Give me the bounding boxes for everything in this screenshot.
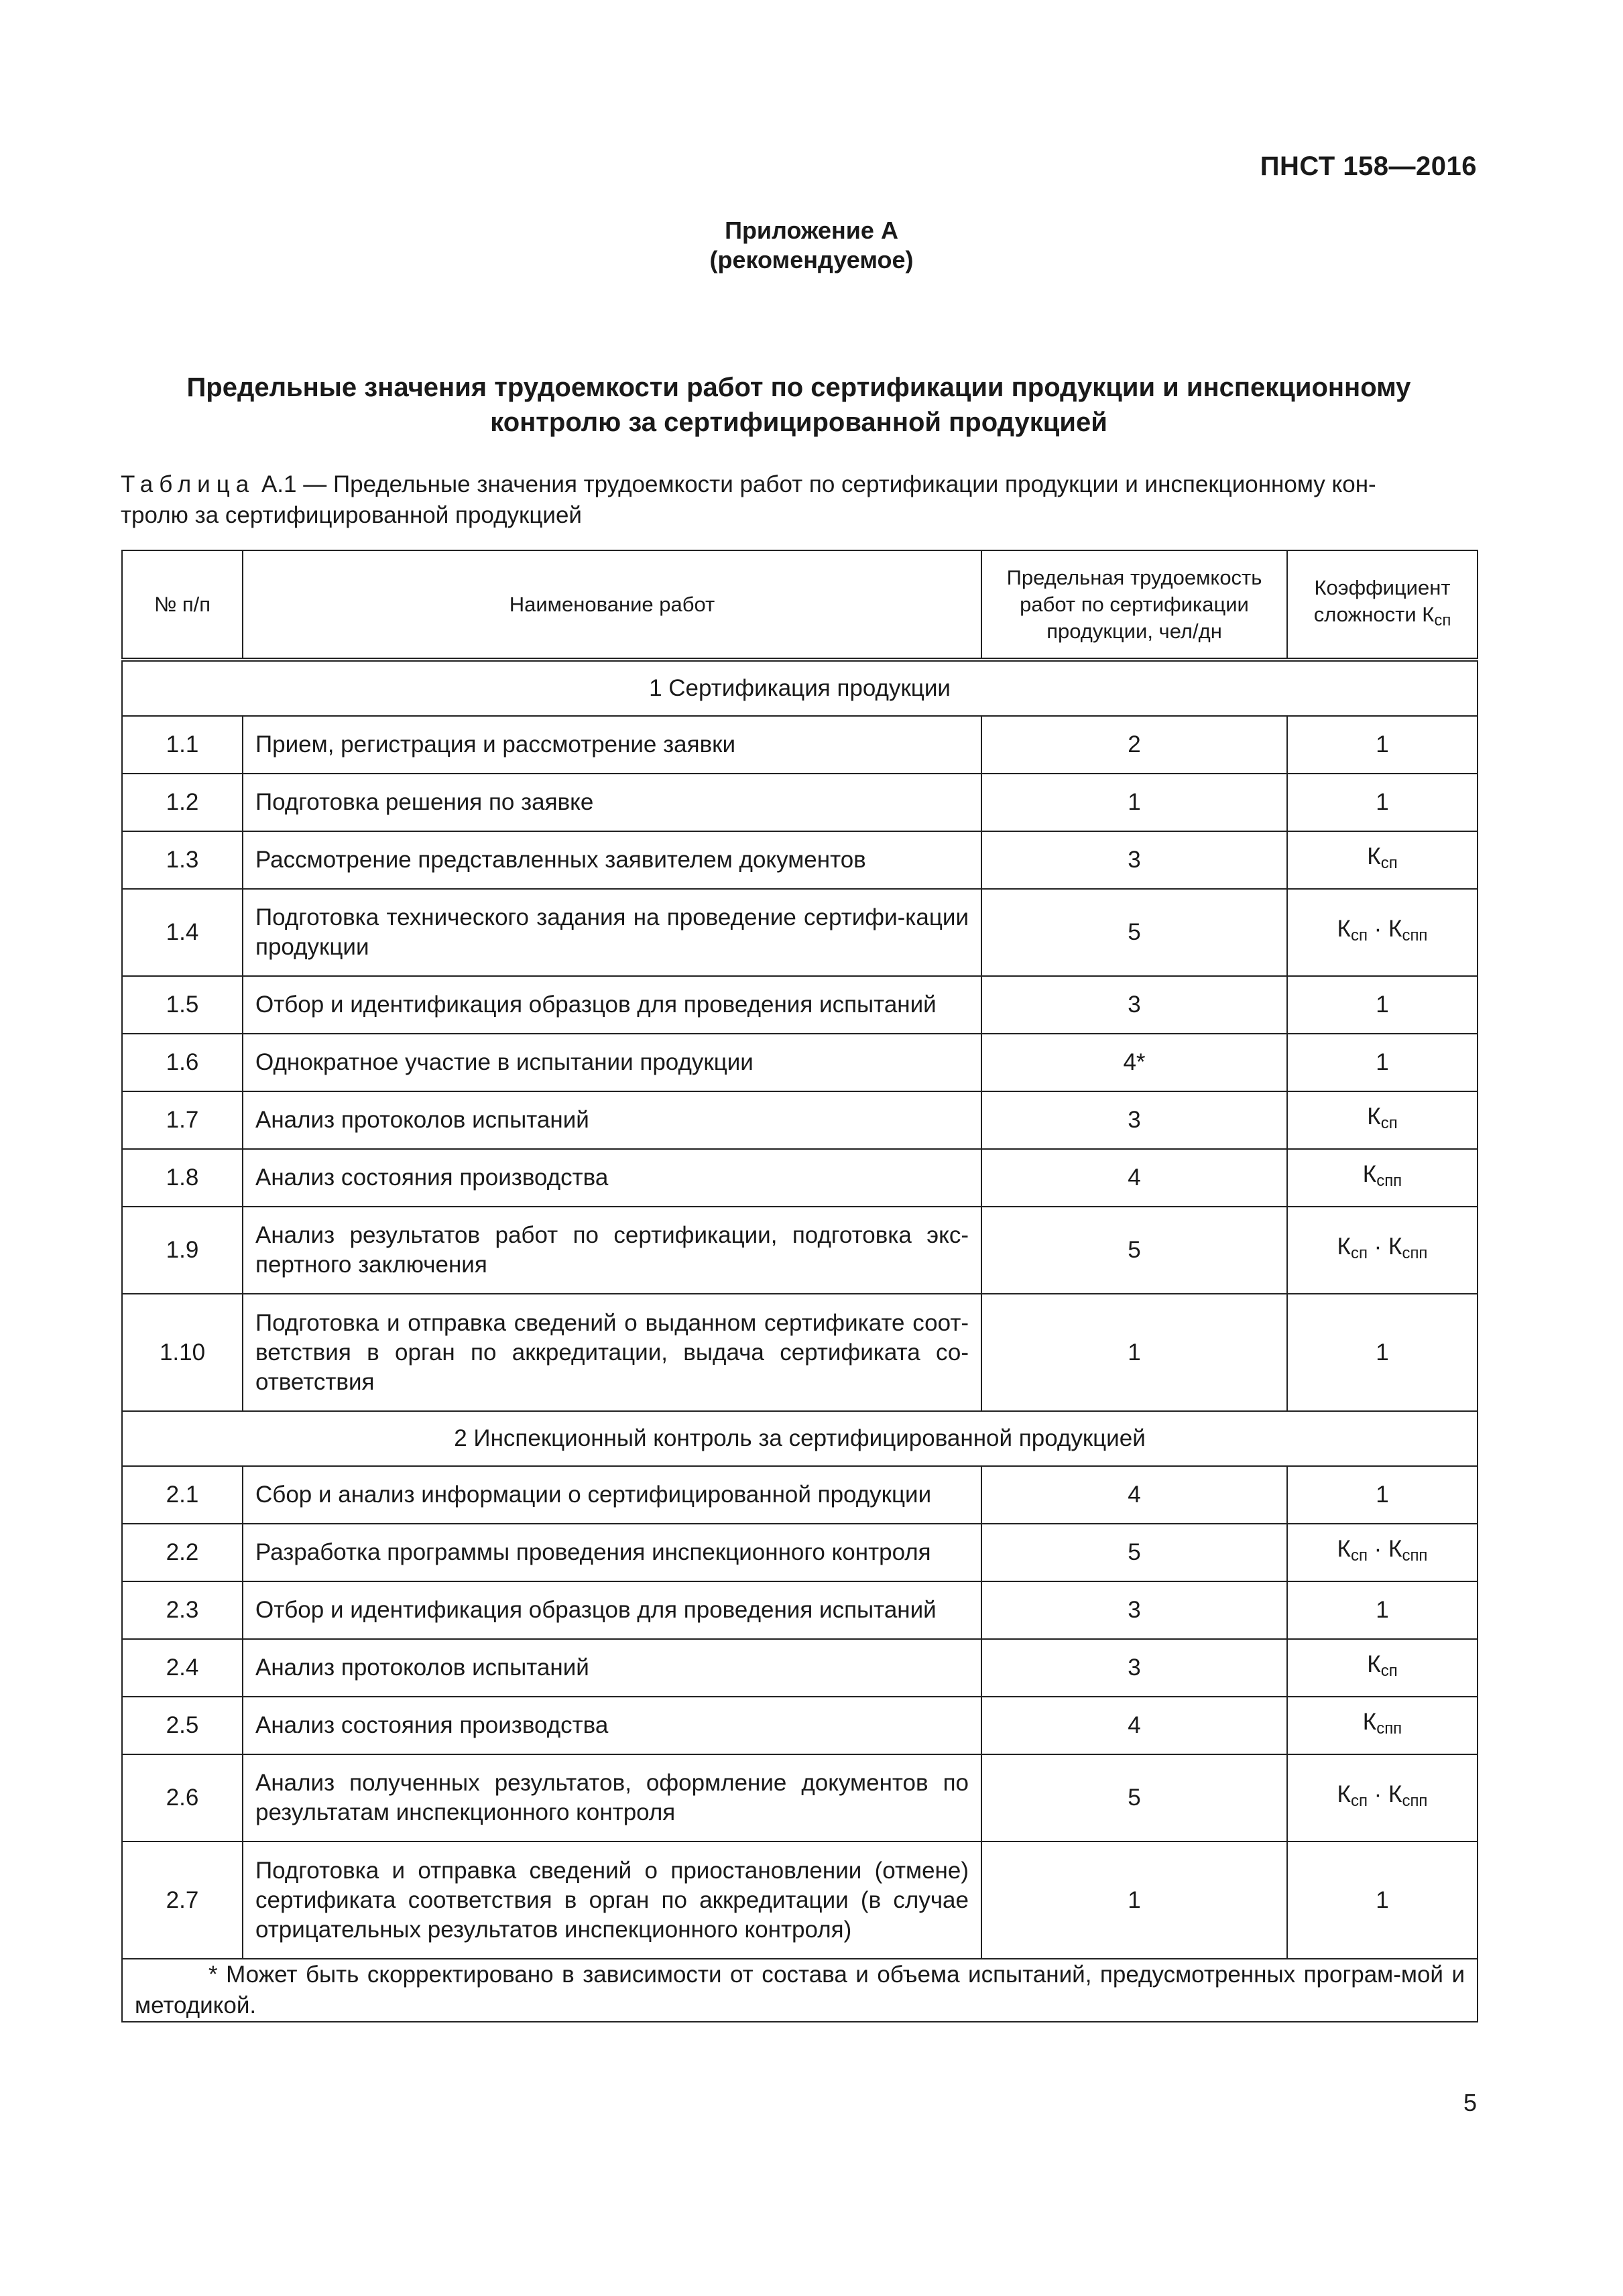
labor-value: 4* <box>981 1034 1287 1091</box>
labor-value: 2 <box>981 716 1287 774</box>
labor-value: 3 <box>981 1091 1287 1149</box>
annex-heading <box>0 216 1623 275</box>
coef-cell <box>1287 1091 1478 1149</box>
coef-subscript-2: спп <box>1402 926 1428 945</box>
work-name: Подготовка технического задания на проведение сертифи-кации продукции <box>243 889 981 976</box>
coef-subscript: сп <box>1380 854 1398 872</box>
caption-line-1: А.1 — Предельные значения трудоемкости работ по сертификации продукции и инспекционному кон- <box>255 471 1376 497</box>
coef-cell: 1 <box>1287 1466 1478 1524</box>
work-name: Разработка программы проведения инспекционного контроля <box>243 1524 981 1581</box>
footnote-text: * Может быть скорректировано в зависимости от состава и объема испытаний, предусмотренных програм-мой и методикой. <box>135 1961 1465 2018</box>
annex-subtitle: (рекомендуемое) <box>709 246 914 274</box>
work-name: Анализ протоколов испытаний <box>243 1091 981 1149</box>
coef-subscript: сп <box>1350 1244 1368 1262</box>
labor-value: 4 <box>981 1149 1287 1207</box>
coef-k: К <box>1367 1103 1381 1130</box>
coef-subscript: сп <box>1350 926 1368 945</box>
labor-value: 5 <box>981 1207 1287 1294</box>
coef-k2: · К <box>1367 1781 1402 1807</box>
coef-cell <box>1287 831 1478 889</box>
annex-title: Приложение А <box>725 217 898 244</box>
header-coef-sub: сп <box>1434 611 1451 629</box>
labor-table <box>121 550 1478 2022</box>
header-coef-line-1: Коэффициент <box>1314 576 1451 599</box>
coef-subscript: спп <box>1376 1719 1402 1738</box>
coef-k: К <box>1367 843 1381 869</box>
coef-cell <box>1287 1524 1478 1581</box>
work-name: Анализ результатов работ по сертификации, подготовка экс-пертного заключения <box>243 1207 981 1294</box>
labor-value: 1 <box>981 1294 1287 1411</box>
labor-value: 5 <box>981 1754 1287 1841</box>
work-name: Рассмотрение представленных заявителем документов <box>243 831 981 889</box>
table-row <box>122 1581 1478 1639</box>
coef-cell: 1 <box>1287 1581 1478 1639</box>
caption-line-2: тролю за сертифицированной продукцией <box>121 502 582 528</box>
coef-cell: 1 <box>1287 1294 1478 1411</box>
row-number: 2.1 <box>122 1466 243 1524</box>
title-line-2: контролю за сертифицированной продукцией <box>490 408 1107 437</box>
coef-k2: · К <box>1367 1536 1402 1562</box>
table-row <box>122 1091 1478 1149</box>
header-labor-line-1: Предельная трудоемкость <box>1006 565 1262 589</box>
work-name: Подготовка и отправка сведений о приостановлении (отмене) сертификата соответствия в орган по аккредитации (в случае отрицательных результатов инспекционного контроля) <box>243 1841 981 1959</box>
coef-cell <box>1287 1149 1478 1207</box>
row-number: 1.7 <box>122 1091 243 1149</box>
coef-k: К <box>1337 916 1351 942</box>
row-number: 1.1 <box>122 716 243 774</box>
section-title-2: 2 Инспекционный контроль за сертифицированной продукцией <box>122 1411 1478 1466</box>
labor-value: 4 <box>981 1466 1287 1524</box>
coef-k2: · К <box>1367 1233 1402 1260</box>
coef-cell: 1 <box>1287 1841 1478 1959</box>
coef-subscript: сп <box>1380 1114 1398 1132</box>
table-row <box>122 716 1478 774</box>
row-number: 1.2 <box>122 774 243 831</box>
coef-subscript: сп <box>1350 1547 1368 1565</box>
table-row <box>122 1034 1478 1091</box>
work-name: Анализ состояния производства <box>243 1697 981 1754</box>
coef-subscript: спп <box>1376 1172 1402 1190</box>
work-name: Сбор и анализ информации о сертифицированной продукции <box>243 1466 981 1524</box>
labor-value: 3 <box>981 1581 1287 1639</box>
coef-subscript-2: спп <box>1402 1792 1428 1810</box>
coef-k: К <box>1337 1233 1351 1260</box>
work-name: Подготовка и отправка сведений о выданном сертификате соот-ветствия в орган по аккредитации, выдача сертификата со-ответствия <box>243 1294 981 1411</box>
table-row <box>122 1754 1478 1841</box>
coef-cell: 1 <box>1287 1034 1478 1091</box>
coef-cell <box>1287 889 1478 976</box>
table-row <box>122 1841 1478 1959</box>
table-header-row <box>122 550 1478 660</box>
row-number: 2.5 <box>122 1697 243 1754</box>
section-row-2 <box>122 1411 1478 1466</box>
work-name: Отбор и идентификация образцов для проведения испытаний <box>243 976 981 1034</box>
coef-k: К <box>1362 1709 1377 1735</box>
header-name: Наименование работ <box>243 550 981 660</box>
coef-cell <box>1287 1754 1478 1841</box>
document-title <box>121 370 1477 440</box>
row-number: 2.2 <box>122 1524 243 1581</box>
coef-cell <box>1287 1207 1478 1294</box>
coef-k: К <box>1367 1651 1381 1677</box>
labor-value: 5 <box>981 889 1287 976</box>
table-row <box>122 1294 1478 1411</box>
coef-cell: 1 <box>1287 976 1478 1034</box>
row-number: 1.6 <box>122 1034 243 1091</box>
labor-value: 4 <box>981 1697 1287 1754</box>
row-number: 1.3 <box>122 831 243 889</box>
section-title-1: 1 Сертификация продукции <box>122 660 1478 716</box>
work-name: Отбор и идентификация образцов для проведения испытаний <box>243 1581 981 1639</box>
work-name: Анализ полученных результатов, оформление документов по результатам инспекционного контроля <box>243 1754 981 1841</box>
header-coef <box>1287 550 1478 660</box>
row-number: 1.5 <box>122 976 243 1034</box>
title-line-1: Предельные значения трудоемкости работ по сертификации продукции и инспекционному <box>186 373 1411 402</box>
table-row <box>122 774 1478 831</box>
table-row <box>122 1207 1478 1294</box>
coef-k: К <box>1337 1536 1351 1562</box>
header-num: № п/п <box>122 550 243 660</box>
header-labor <box>981 550 1287 660</box>
row-number: 1.9 <box>122 1207 243 1294</box>
coef-subscript-2: спп <box>1402 1244 1428 1262</box>
work-name: Анализ состояния производства <box>243 1149 981 1207</box>
row-number: 1.10 <box>122 1294 243 1411</box>
header-labor-line-2: работ по сертификации <box>1020 592 1249 616</box>
labor-value: 1 <box>981 1841 1287 1959</box>
coef-k: К <box>1362 1161 1377 1187</box>
header-coef-text: сложности К <box>1313 603 1435 626</box>
labor-value: 5 <box>981 1524 1287 1581</box>
caption-prefix: Таблица <box>121 471 255 497</box>
labor-value: 1 <box>981 774 1287 831</box>
table-row <box>122 889 1478 976</box>
row-number: 2.7 <box>122 1841 243 1959</box>
document-code: ПНСТ 158—2016 <box>1260 152 1477 181</box>
labor-value: 3 <box>981 976 1287 1034</box>
page-number: 5 <box>1463 2089 1477 2116</box>
labor-value: 3 <box>981 831 1287 889</box>
work-name: Анализ протоколов испытаний <box>243 1639 981 1697</box>
table-row <box>122 1466 1478 1524</box>
coef-subscript-2: спп <box>1402 1547 1428 1565</box>
work-name: Прием, регистрация и рассмотрение заявки <box>243 716 981 774</box>
footnote-cell <box>122 1959 1478 2022</box>
row-number: 1.8 <box>122 1149 243 1207</box>
table-row <box>122 1524 1478 1581</box>
footnote-row <box>122 1959 1478 2022</box>
row-number: 1.4 <box>122 889 243 976</box>
header-coef-line-2 <box>1300 601 1465 634</box>
header-labor-line-3: продукции, чел/дн <box>1046 619 1222 643</box>
table-row <box>122 1149 1478 1207</box>
row-number: 2.6 <box>122 1754 243 1841</box>
row-number: 2.4 <box>122 1639 243 1697</box>
coef-cell: 1 <box>1287 716 1478 774</box>
work-name: Однократное участие в испытании продукции <box>243 1034 981 1091</box>
labor-value: 3 <box>981 1639 1287 1697</box>
coef-k2: · К <box>1367 916 1402 942</box>
coef-cell <box>1287 1697 1478 1754</box>
coef-cell: 1 <box>1287 774 1478 831</box>
coef-cell <box>1287 1639 1478 1697</box>
coef-subscript: сп <box>1380 1662 1398 1680</box>
coef-subscript: сп <box>1350 1792 1368 1810</box>
table-row <box>122 1639 1478 1697</box>
table-row <box>122 831 1478 889</box>
work-name: Подготовка решения по заявке <box>243 774 981 831</box>
row-number: 2.3 <box>122 1581 243 1639</box>
table-caption <box>121 469 1477 531</box>
section-row-1 <box>122 660 1478 716</box>
coef-k: К <box>1337 1781 1351 1807</box>
table-row <box>122 976 1478 1034</box>
table-row <box>122 1697 1478 1754</box>
